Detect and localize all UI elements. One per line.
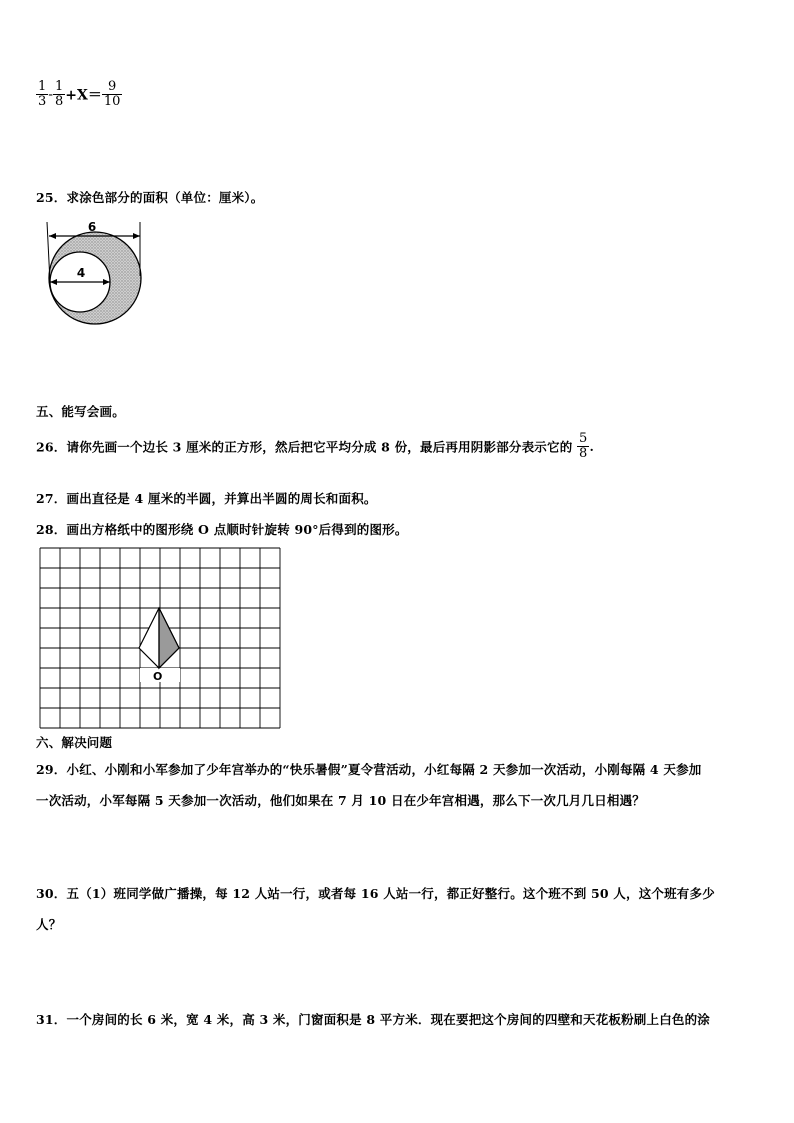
fraction-1-3: $\frac{1}{3}$: [38, 79, 47, 109]
fraction-5-8: $\frac{5}{8}$: [578, 431, 588, 461]
question-25: 25．求涂色部分的面积（单位：厘米）。: [36, 190, 264, 205]
section-6-heading: 六、解决问题: [36, 735, 113, 750]
question-29-line-2: 一次活动，小军每隔 5 天参加一次活动，他们如果在 7 月 10 日在少年宫相遇，那么下一次几月几日相遇？: [36, 793, 646, 808]
question-30-line-2: 人？: [36, 917, 62, 932]
fraction-9-10: $\frac{9}{10}$: [103, 79, 121, 109]
equation: [36, 80, 122, 109]
shaded-circle-figure: [40, 214, 150, 332]
question-30-line-1: 30．五（1）班同学做广播操，每 12 人站一行，或者每 16 人站一行，都正好整行。这个班不到 50 人，这个班有多少: [36, 886, 715, 901]
shaded-triangle: [159, 608, 179, 668]
question-26-end: .: [589, 439, 595, 454]
minus-sign: -: [48, 86, 54, 103]
question-26: [36, 432, 594, 461]
section-5-heading: 五、能写会画。: [36, 404, 125, 419]
question-26-text: 26．请你先画一个边长 3 厘米的正方形，然后把它平均分成 8 份，最后再用阴影部分表示它的: [36, 439, 573, 455]
point-o-label: O: [153, 670, 163, 683]
grid-paper: [39, 547, 281, 731]
plus-x-equals: +X＝: [65, 87, 102, 104]
outer-label: 6: [87, 220, 97, 234]
question-31-line-1: 31．一个房间的长 6 米，宽 4 米，高 3 米，门窗面积是 8 平方米．现在要把这个房间的四壁和天花板粉刷上白色的涂: [36, 1012, 711, 1027]
fraction-1-8: $\frac{1}{8}$: [55, 79, 64, 109]
question-27: 27．画出直径是 4 厘米的半圆，并算出半圆的周长和面积。: [36, 491, 377, 506]
inner-label: 4: [76, 266, 86, 280]
question-28: 28．画出方格纸中的图形绕 O 点顺时针旋转 90°后得到的图形。: [36, 522, 408, 537]
question-29-line-1: 29．小红、小刚和小军参加了少年宫举办的“快乐暑假”夏令营活动，小红每隔 2 天参加一次活动，小刚每隔 4 天参加: [36, 762, 702, 777]
